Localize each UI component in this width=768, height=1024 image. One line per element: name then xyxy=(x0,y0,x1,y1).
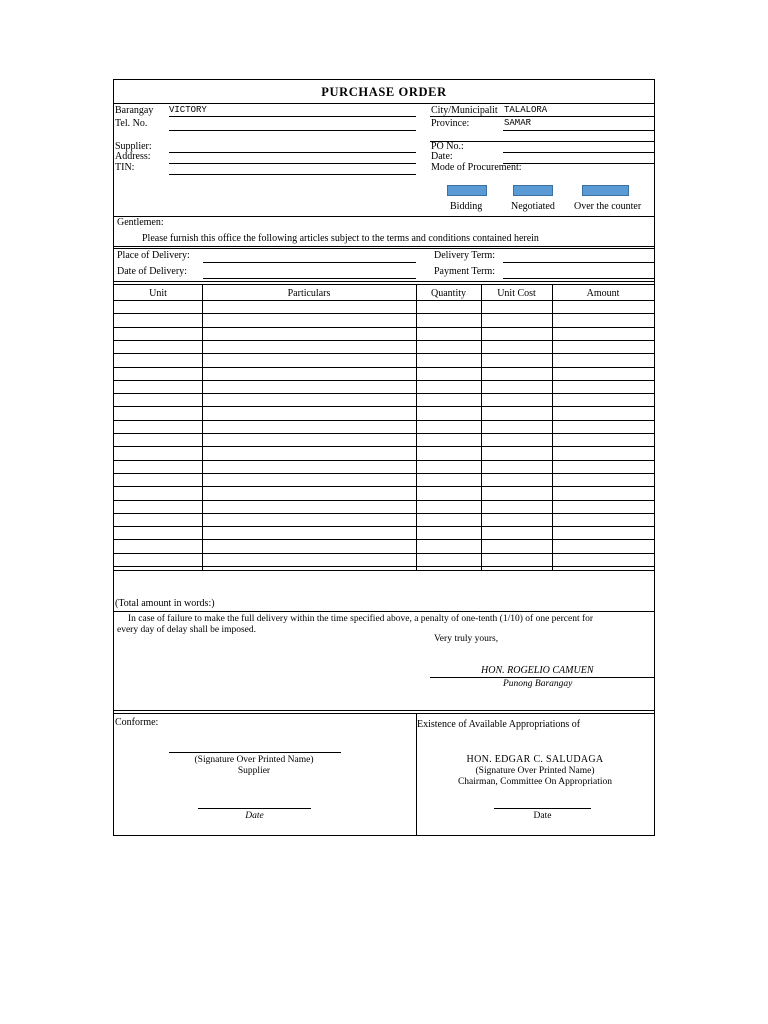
payment-term-label: Payment Term: xyxy=(434,266,496,277)
mode-option-label: Negotiated xyxy=(511,201,555,212)
table-row[interactable] xyxy=(114,460,654,461)
table-row[interactable] xyxy=(114,500,654,501)
column-header: Particulars xyxy=(287,288,331,299)
intro-text: Please furnish this office the following articles subject to the terms and conditions contained herein xyxy=(142,233,539,244)
table-row[interactable] xyxy=(114,553,654,554)
signature-caption: (Signature Over Printed Name) xyxy=(194,755,314,765)
date-label: Date xyxy=(245,811,264,821)
tel-field[interactable] xyxy=(169,130,416,131)
date-of-delivery-label: Date of Delivery: xyxy=(117,266,187,277)
place-of-delivery-field[interactable] xyxy=(203,262,416,263)
chairman-name: HON. EDGAR C. SALUDAGA xyxy=(466,754,604,765)
signature-line xyxy=(430,677,654,678)
supplier-label: Supplier: xyxy=(115,141,152,152)
supplier-signature-field[interactable] xyxy=(169,752,341,753)
city-label: City/Municipalit xyxy=(431,105,498,116)
column-header: Quantity xyxy=(431,288,466,299)
divider xyxy=(114,248,654,249)
city-line xyxy=(430,116,654,117)
penalty-text: every day of delay shall be imposed. xyxy=(117,625,257,635)
mode-option-label: Bidding xyxy=(450,201,483,212)
province-value[interactable]: SAMAR xyxy=(504,118,532,128)
official-title: Punong Barangay xyxy=(503,679,573,689)
divider xyxy=(114,611,654,612)
city-value[interactable]: TALALORA xyxy=(504,105,548,115)
negotiated-checkbox[interactable] xyxy=(513,185,553,196)
table-row[interactable] xyxy=(114,353,654,354)
appropriation-label: Existence of Available Appropriations of xyxy=(417,719,581,730)
date-of-delivery-field[interactable] xyxy=(203,278,416,279)
date-label: Date xyxy=(533,811,552,821)
mode-option-label: Over the counter xyxy=(574,201,642,212)
table-row[interactable] xyxy=(114,513,654,514)
province-label: Province: xyxy=(431,118,470,129)
table-row[interactable] xyxy=(114,406,654,407)
table-row[interactable] xyxy=(114,313,654,314)
date-field[interactable] xyxy=(503,163,654,164)
table-header-line xyxy=(114,300,654,301)
appropriation-date-field[interactable] xyxy=(494,808,591,809)
supplier-role: Supplier xyxy=(237,766,271,776)
mode-label: Mode of Procurement: xyxy=(431,162,522,173)
divider xyxy=(114,103,654,104)
purchase-order-form xyxy=(113,79,655,836)
table-row[interactable] xyxy=(114,367,654,368)
salutation: Gentlemen: xyxy=(117,217,164,228)
address-label: Address: xyxy=(115,151,151,162)
divider xyxy=(114,281,654,282)
table-row[interactable] xyxy=(114,327,654,328)
table-row[interactable] xyxy=(114,526,654,527)
barangay-line xyxy=(169,116,416,117)
chairman-role: Chairman, Committee On Appropriation xyxy=(457,777,613,787)
tin-field[interactable] xyxy=(169,174,416,175)
table-row[interactable] xyxy=(114,566,654,567)
bidding-checkbox[interactable] xyxy=(447,185,487,196)
table-bottom-line xyxy=(114,570,654,571)
province-line xyxy=(503,130,654,131)
column-header: Amount xyxy=(586,288,620,299)
signature-caption: (Signature Over Printed Name) xyxy=(475,766,595,776)
table-row[interactable] xyxy=(114,446,654,447)
table-row[interactable] xyxy=(114,539,654,540)
table-row[interactable] xyxy=(114,486,654,487)
closing-text: Very truly yours, xyxy=(434,634,499,644)
page-title: PURCHASE ORDER xyxy=(321,85,447,99)
payment-term-field[interactable] xyxy=(503,278,654,279)
table-row[interactable] xyxy=(114,380,654,381)
conforme-label: Conforme: xyxy=(115,717,159,728)
column-header: Unit xyxy=(149,288,167,299)
po-number-field[interactable] xyxy=(503,152,654,153)
divider xyxy=(114,713,654,714)
tin-label: TIN: xyxy=(115,162,135,173)
table-row[interactable] xyxy=(114,433,654,434)
divider xyxy=(114,284,654,285)
delivery-term-label: Delivery Term: xyxy=(434,250,496,261)
divider xyxy=(114,216,654,217)
supplier-date-field[interactable] xyxy=(198,808,311,809)
table-row[interactable] xyxy=(114,340,654,341)
over-counter-checkbox[interactable] xyxy=(582,185,629,196)
official-name: HON. ROGELIO CAMUEN xyxy=(481,665,594,676)
table-row[interactable] xyxy=(114,393,654,394)
column-header: Unit Cost xyxy=(497,288,536,299)
po-number-label: PO No.: xyxy=(431,141,464,152)
address-field[interactable] xyxy=(169,163,416,164)
total-in-words-label: (Total amount in words:) xyxy=(115,598,215,609)
divider xyxy=(114,710,654,711)
divider xyxy=(114,246,654,247)
penalty-text: In case of failure to make the full delivery within the time specified above, a penalty of one-tenth (1/10) of one percent for xyxy=(128,614,594,624)
table-row[interactable] xyxy=(114,420,654,421)
tel-label: Tel. No. xyxy=(115,118,148,129)
barangay-label: Barangay xyxy=(115,105,154,116)
date-label: Date: xyxy=(431,151,453,162)
supplier-field[interactable] xyxy=(169,152,416,153)
delivery-term-field[interactable] xyxy=(503,262,654,263)
barangay-value[interactable]: VICTORY xyxy=(169,105,207,115)
table-row[interactable] xyxy=(114,473,654,474)
place-of-delivery-label: Place of Delivery: xyxy=(117,250,190,261)
